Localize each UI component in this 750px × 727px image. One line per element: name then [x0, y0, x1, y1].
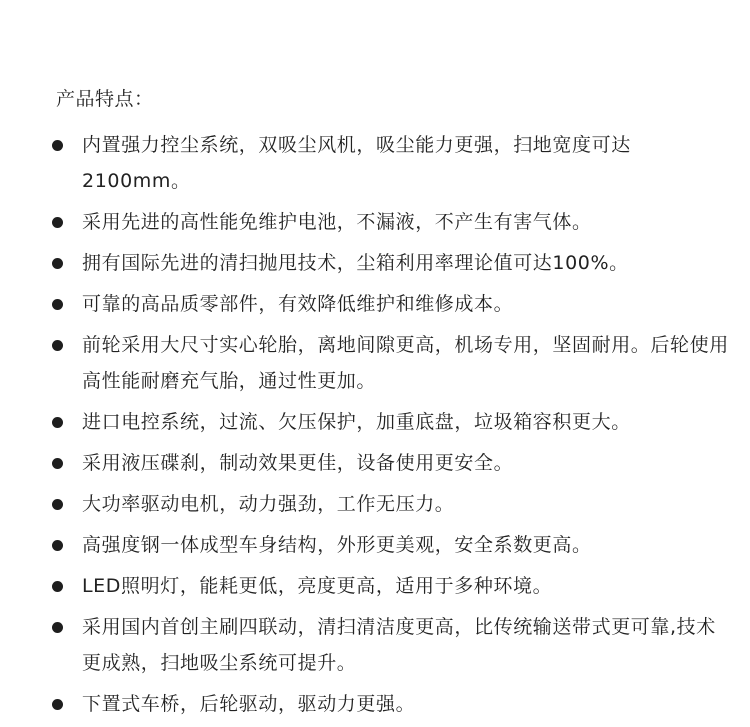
feature-text: LED照明灯，能耗更低，亮度更高，适用于多种环境。: [82, 575, 553, 597]
feature-item-4: [0, 286, 750, 322]
feature-text: 前轮采用大尺寸实心轮胎，离地间隙更高，机场专用，坚固耐用。后轮使用高性能耐磨充气胎，通过性更加。: [82, 334, 729, 392]
feature-text: 下置式车桥，后轮驱动，驱动力更强。: [82, 693, 416, 715]
feature-text: 高强度钢一体成型车身结构，外形更美观，安全系数更高。: [82, 534, 592, 556]
feature-text: 可靠的高品质零部件，有效降低维护和维修成本。: [82, 293, 514, 315]
feature-text: 大功率驱动电机，动力强劲，工作无压力。: [82, 493, 455, 515]
bullet-icon: [52, 217, 63, 228]
bullet-icon: [52, 140, 63, 151]
bullet-icon: [52, 581, 63, 592]
bullet-icon: [52, 258, 63, 269]
feature-item-9: [0, 527, 750, 563]
bullet-icon: [52, 622, 63, 633]
feature-list: [0, 127, 750, 727]
bullet-icon: [52, 458, 63, 469]
bullet-icon: [52, 540, 63, 551]
feature-item-12: [0, 686, 750, 722]
features-heading: 产品特点：: [56, 88, 154, 110]
feature-item-11: [0, 609, 750, 681]
feature-text: 进口电控系统，过流、欠压保护，加重底盘，垃圾箱容积更大。: [82, 411, 631, 433]
bullet-icon: [52, 699, 63, 710]
feature-item-7: [0, 445, 750, 481]
feature-item-5: [0, 327, 750, 399]
feature-item-6: [0, 404, 750, 440]
bullet-icon: [52, 499, 63, 510]
feature-item-1: [0, 127, 750, 199]
feature-text: 采用先进的高性能免维护电池，不漏液，不产生有害气体。: [82, 211, 592, 233]
bullet-icon: [52, 417, 63, 428]
feature-item-10: [0, 568, 750, 604]
feature-text: 采用液压碟刹，制动效果更佳，设备使用更安全。: [82, 452, 514, 474]
bullet-icon: [52, 299, 63, 310]
feature-text: 采用国内首创主刷四联动，清扫清洁度更高，比传统输送带式更可靠,技术更成熟，扫地吸尘系统可提升。: [82, 616, 716, 674]
feature-text: 内置强力控尘系统，双吸尘风机，吸尘能力更强，扫地宽度可达2100mm。: [82, 134, 631, 192]
feature-item-3: [0, 245, 750, 281]
feature-text: 拥有国际先进的清扫抛甩技术，尘箱利用率理论值可达100%。: [82, 252, 629, 274]
feature-item-2: [0, 204, 750, 240]
bullet-icon: [52, 340, 63, 351]
feature-item-8: [0, 486, 750, 522]
